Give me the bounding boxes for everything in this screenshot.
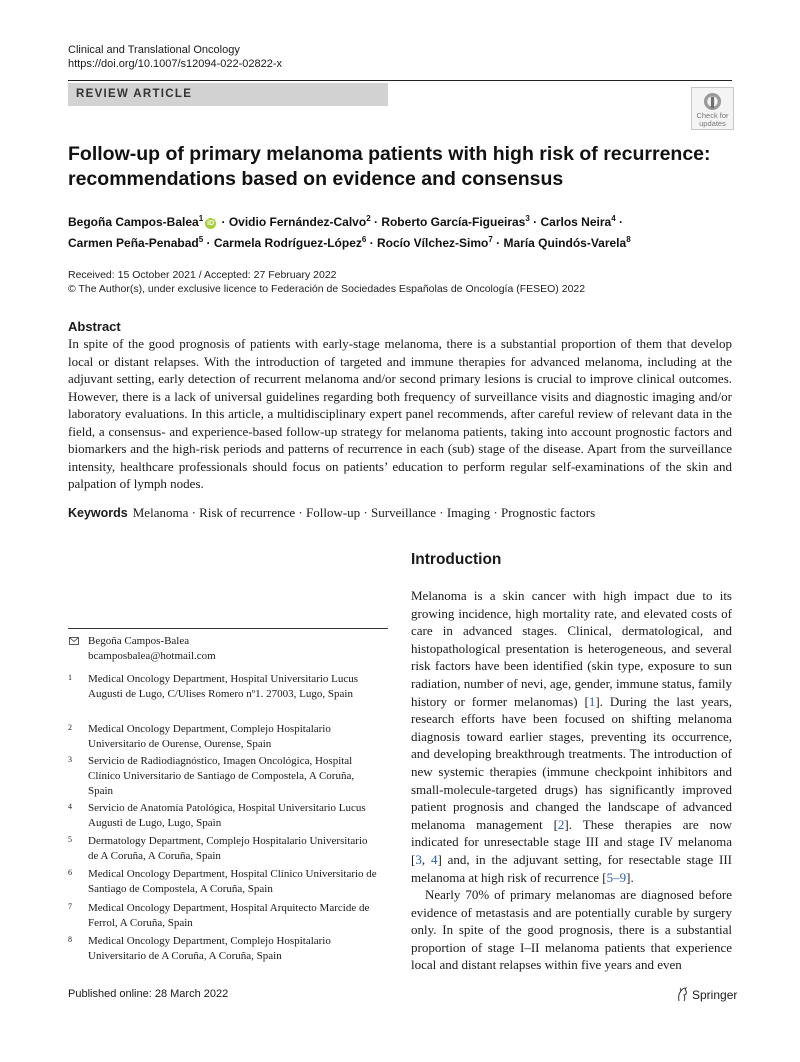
article-title: Follow-up of primary melanoma patients with high risk of recurrence: recommendations based on evidence and consensus: [68, 143, 711, 190]
journal-name: Clinical and Translational Oncology: [68, 44, 240, 56]
publisher-name: Springer: [692, 988, 738, 1002]
citation-link[interactable]: 2: [557, 816, 565, 832]
keywords-list: Melanoma · Risk of recurrence · Follow-up · Surveillance · Imaging · Prognostic factors: [132, 505, 596, 520]
intro-paragraph-1: Melanoma is a skin cancer with high impact due to its growing incidence, high mortality rate, and elevated costs of care in advanced stages. Clinical, dermatological, and histopathological presentation is heterogeneous, and several risk factors have been identified (skin type, exposure to sun radiation, number of nevi, age, gender, immune status, family history or former melanomas) [1]. During the last years, research efforts have been focused on shifting melanoma diagnosis toward earlier stages, preventing its occurrence, and developing breakthrough treatments. The introduction of new systemic therapies (immune checkpoint inhibitors and small-molecule-targeted drugs) has significantly improved patient prognosis and changed the landscape of advanced melanoma management [2]. These therapies are now indicated for unresectable stage III and stage IV melanoma [3, 4] and, in the adjuvant setting, for resectable stage III melanoma at high risk of recurrence [5–9].: [411, 588, 732, 885]
author-name[interactable]: Roberto García-Figueiras: [381, 215, 526, 229]
envelope-icon: [69, 637, 79, 645]
author-name[interactable]: Begoña Campos-Balea: [68, 215, 199, 229]
keywords: [68, 504, 732, 522]
published-online: Published online: 28 March 2022: [68, 988, 229, 1000]
abstract-text: In spite of the good prognosis of patients with early-stage melanoma, there is a substantial proportion of them that develop local or distant relapses. With the introduction of targeted and immune therapies for advanced melanoma, including at the adjuvant setting, early detection of recurrent melanoma and/or second primary lesions is crucial to improve clinical outcomes. However, there is a lack of universal guidelines regarding both frequency of surveillance visits and diagnostic imaging and/or laboratory evaluations. In this article, a multidisciplinary expert panel recommends, after careful review of relevant data in the field, a consensus- and experience-based follow-up strategy for melanoma patients, taking into account prognostic factors and biomarkers and the high-risk periods and patterns of recurrence in each (sub) stage of the disease. Apart from the surveillance intensity, healthcare professionals should focus on patients’ education to perform regular self-examinations of the skin and palpation of lymph nodes.: [68, 336, 732, 491]
copyright-line: © The Author(s), under exclusive licence to Federación de Sociedades Españolas de Oncología (FESEO) 2022: [68, 283, 586, 295]
author-name[interactable]: Carlos Neira: [540, 215, 612, 229]
author-line-2: Carmen Peña-Penabad$^5$ · Carmela Rodríguez-López$^6$ · Rocío Vílchez-Simo$^7$ · María Quindós-Varela$^8$: [68, 235, 631, 250]
article-type: REVIEW ARTICLE: [76, 88, 193, 100]
author-name[interactable]: Ovidio Fernández-Calvo: [228, 215, 367, 229]
doi-link[interactable]: https://doi.org/10.1007/s12094-022-02822-x: [68, 58, 283, 70]
header-rule: [68, 80, 732, 81]
citation-link[interactable]: 1: [588, 693, 596, 709]
article-dates: [68, 268, 585, 296]
introduction-heading: Introduction: [411, 551, 502, 568]
introduction-body: [411, 587, 732, 974]
citation-link[interactable]: 5–9: [606, 869, 627, 885]
orcid-icon[interactable]: iD: [207, 220, 215, 227]
received-accepted: Received: 15 October 2021 / Accepted: 27 February 2022: [68, 269, 337, 281]
author-name[interactable]: Rocío Vílchez-Simo: [377, 236, 489, 250]
abstract-heading: Abstract: [68, 319, 121, 334]
citation-link[interactable]: 3: [415, 851, 422, 867]
author-name[interactable]: Carmela Rodríguez-López: [213, 236, 362, 250]
journal-header: [68, 43, 282, 71]
author-list: [68, 210, 732, 252]
citation-link[interactable]: 4: [430, 851, 438, 867]
author-name[interactable]: María Quindós-Varela: [503, 236, 627, 250]
keywords-label: Keywords: [68, 506, 128, 520]
author-line-1: Begoña Campos-Balea$^1$iD · Ovidio Fernández-Calvo$^2$ · Roberto García-Figueiras$^3$ · Carlos Neira$^4$ ·: [68, 214, 623, 229]
crossmark-icon: [703, 92, 722, 111]
article-type-bar: [68, 83, 388, 106]
footnote-rule: [68, 628, 388, 629]
corresponding-author: Begoña Campos-Balea: [88, 635, 190, 647]
corresponding-email[interactable]: bcamposbalea@hotmail.com: [88, 650, 216, 662]
intro-paragraph-2: Nearly 70% of primary melanomas are diagnosed before evidence of metastasis and are potentially curable by surgery only. In spite of the good prognosis, there is a substantial proportion of stage I–II melanoma patients that experience local and distant relapses within five years and even: [411, 887, 732, 973]
springer-horse-icon: [676, 987, 689, 1002]
check-for-updates-badge[interactable]: Check for updates: [691, 87, 734, 130]
author-name[interactable]: Carmen Peña-Penabad: [68, 236, 199, 250]
